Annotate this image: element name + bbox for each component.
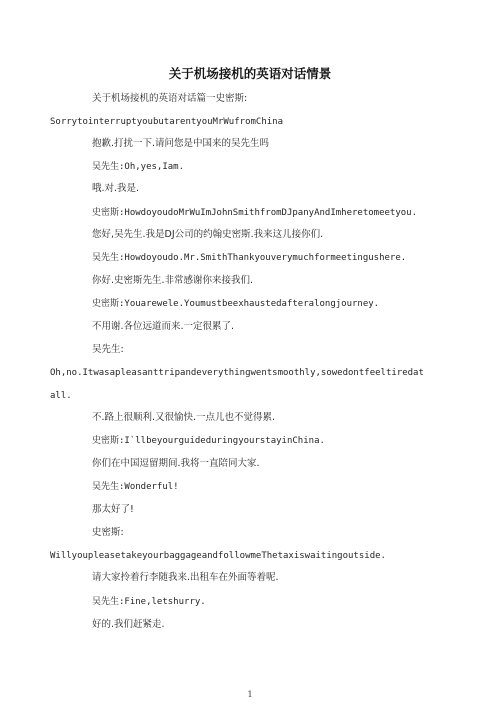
paragraph-line: 吴先生:: [92, 344, 124, 355]
page-number: 1: [247, 690, 253, 699]
paragraph-line: 吴先生:Howdoyoudo.Mr.SmithThankyouverymuchformeetingushere.: [92, 253, 407, 263]
paragraph-line: 那太好了!: [92, 504, 134, 515]
paragraph-line: 吴先生:Wonderful!: [92, 482, 179, 492]
paragraph-line: 史密斯:I`llbeyourguideduringyourstayinChina.: [92, 436, 325, 446]
paragraph-line: 不用谢.各位远道而来.一定很累了.: [92, 321, 235, 332]
document-title: 关于机场接机的英语对话情景: [168, 66, 332, 81]
paragraph-line: 史密斯:HowdoyoudoMrWuImJohnSmithfromDJpanyAndImheretomeetyou.: [92, 208, 418, 218]
paragraph-line: SorrytointerruptyoubutarentyouMrWufromChina: [50, 117, 283, 127]
paragraph-line: 抱歉.打扰一下.请问您是中国来的吴先生吗: [92, 138, 270, 149]
paragraph-line: 请大家拎着行李随我来.出租车在外面等着呢.: [92, 572, 279, 583]
paragraph-line: 您好,吴先生.我是DJ公司的约翰史密斯.我来这儿接你们.: [92, 229, 324, 240]
paragraph-line: WillyoupleasetakeyourbaggageandfollowmeThetaxiswaitingoutside.: [50, 551, 386, 561]
paragraph-line: all.: [50, 391, 72, 401]
paragraph-line: 关于机场接机的英语对话篇一史密斯:: [92, 93, 248, 104]
paragraph-line: 好的.我们赶紧走.: [92, 619, 165, 630]
paragraph-line: 哦.对.我是.: [92, 183, 140, 194]
paragraph-line: 你们在中国逗留期间.我将一直陪同大家.: [92, 458, 260, 469]
paragraph-line: 吴先生:Fine,letshurry.: [92, 597, 206, 607]
paragraph-line: 吴先生:Oh,yes,Iam.: [92, 162, 185, 172]
paragraph-line: Oh,no.Itwasapleasanttripandeverythingwentsmoothly,sowedontfeeltiredat: [50, 368, 424, 378]
paragraph-line: 你好.史密斯先生.非常感谢你来接我们.: [92, 275, 254, 286]
paragraph-line: 史密斯:: [92, 527, 124, 538]
paragraph-line: 不.路上很顺利.又很愉快.一点儿也不觉得累.: [92, 412, 276, 423]
paragraph-line: 史密斯:Youarewele.Youmustbeexhaustedafteralongjourney.: [92, 299, 380, 309]
